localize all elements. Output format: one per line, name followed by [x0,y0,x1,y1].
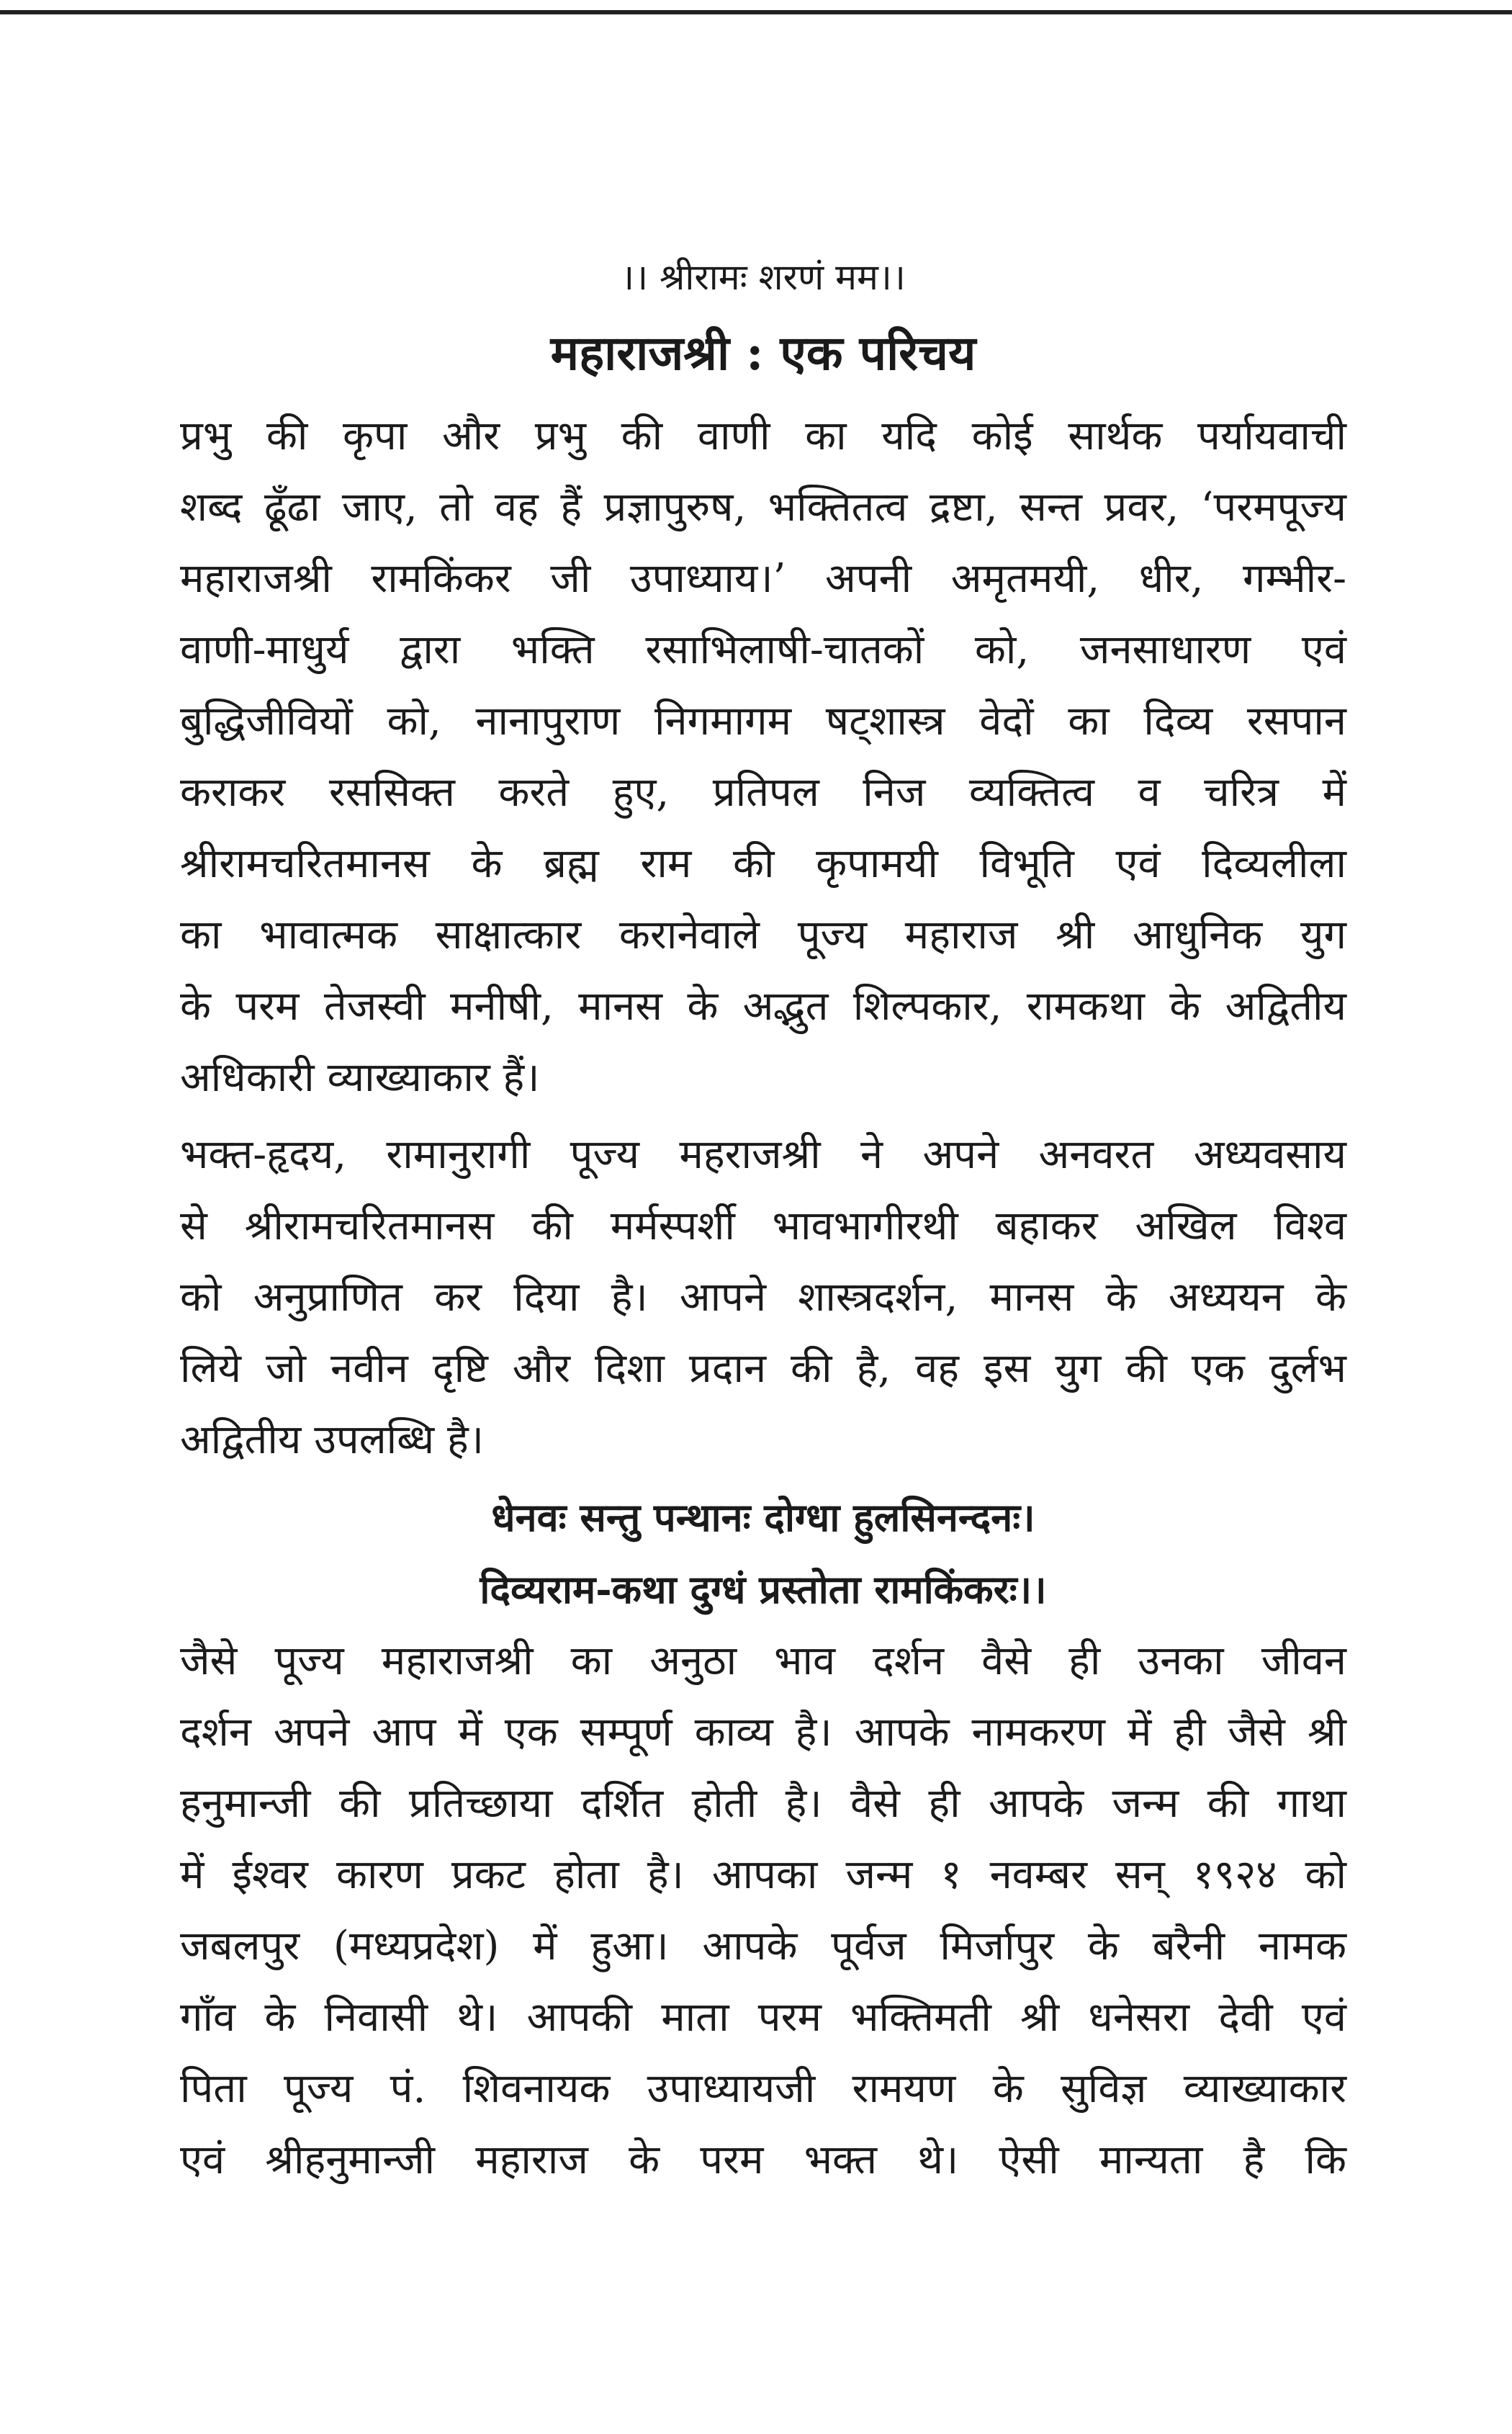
text-line: भक्त-हृदय, रामानुरागी पूज्य महराजश्री ने अपने अनवरत अध्यवसाय [180,1131,1346,1178]
paragraph-introduction [180,400,1346,1113]
text-line: का भावात्मक साक्षात्कार करानेवाले पूज्य महाराज श्री आधुनिक युग [180,912,1346,958]
text-line: दर्शन अपने आप में एक सम्पूर्ण काव्य है। आपके नामकरण में ही जैसे श्री [180,1709,1346,1756]
text-line: महाराजश्री रामकिंकर जी उपाध्याय।’ अपनी अमृतमयी, धीर, गम्भीर- [180,555,1346,602]
verse-line-2: दिव्यराम-कथा दुग्धं प्रस्तोता रामकिंकरः।। [480,1566,1047,1612]
text-line: जबलपुर (मध्यप्रदेश) में हुआ। आपके पूर्वज मिर्जापुर के बरैनी नामक [180,1923,1346,1970]
text-line: वाणी-माधुर्य द्वारा भक्ति रसाभिलाषी-चातकों को, जनसाधारण एवं [180,627,1346,673]
text-line: में ईश्वर कारण प्रकट होता है। आपका जन्म १ नवम्बर सन् १९२४ को [180,1851,1346,1898]
text-line: शब्द ढूँढा जाए, तो वह हैं प्रज्ञापुरुष, भक्तितत्व द्रष्टा, सन्त प्रवर, ‘परमपूज्य [180,484,1346,531]
document-page [180,245,1346,2201]
invocation-heading: ।। श्रीरामः शरणं मम।। [621,256,906,298]
paragraph-devotee [180,1119,1346,1476]
text-line: एवं श्रीहनुमान्जी महाराज के परम भक्त थे। ऐसी मान्यता है कि [180,2137,1346,2183]
text-line: पिता पूज्य पं. शिवनायक उपाध्यायजी रामयण के सुविज्ञ व्याख्याकार [180,2065,1346,2112]
text-line: अद्वितीय उपलब्धि है। [180,1416,484,1463]
text-line: से श्रीरामचरितमानस की मर्मस्पर्शी भावभागीरथी बहाकर अखिल विश्व [180,1203,1346,1249]
paragraph-biography [180,1625,1346,2196]
text-line: अधिकारी व्याख्याकार हैं। [180,1054,540,1101]
text-line: गाँव के निवासी थे। आपकी माता परम भक्तिमती श्री धनेसरा देवी एवं [180,1994,1346,2041]
page-title: महाराजश्री : एक परिचय [550,325,976,381]
top-border-rule [0,10,1512,14]
text-line: श्रीरामचरितमानस के ब्रह्म राम की कृपामयी विभूति एवं दिव्यलीला [180,840,1346,887]
text-line: कराकर रससिक्त करते हुए, प्रतिपल निज व्यक्तित्व व चरित्र में [180,769,1346,816]
verse-line-1: धेनवः सन्तु पन्थानः दोग्धा हुलसिनन्दनः। [491,1494,1035,1540]
text-line: के परम तेजस्वी मनीषी, मानस के अद्भुत शिल्पकार, रामकथा के अद्वितीय [180,983,1346,1030]
text-line: बुद्धिजीवियों को, नानापुराण निगमागम षट्शास्त्र वेदों का दिव्य रसपान [180,698,1346,745]
text-line: हनुमान्जी की प्रतिच्छाया दर्शित होती है। वैसे ही आपके जन्म की गाथा [180,1780,1346,1827]
text-line: को अनुप्राणित कर दिया है। आपने शास्त्रदर्शन, मानस के अध्ययन के [180,1274,1346,1321]
text-line: जैसे पूज्य महाराजश्री का अनुठा भाव दर्शन वैसे ही उनका जीवन [180,1638,1346,1684]
text-line: लिये जो नवीन दृष्टि और दिशा प्रदान की है, वह इस युग की एक दुर्लभ [180,1345,1346,1392]
text-line: प्रभु की कृपा और प्रभु की वाणी का यदि कोई सार्थक पर्यायवाची [180,413,1346,459]
